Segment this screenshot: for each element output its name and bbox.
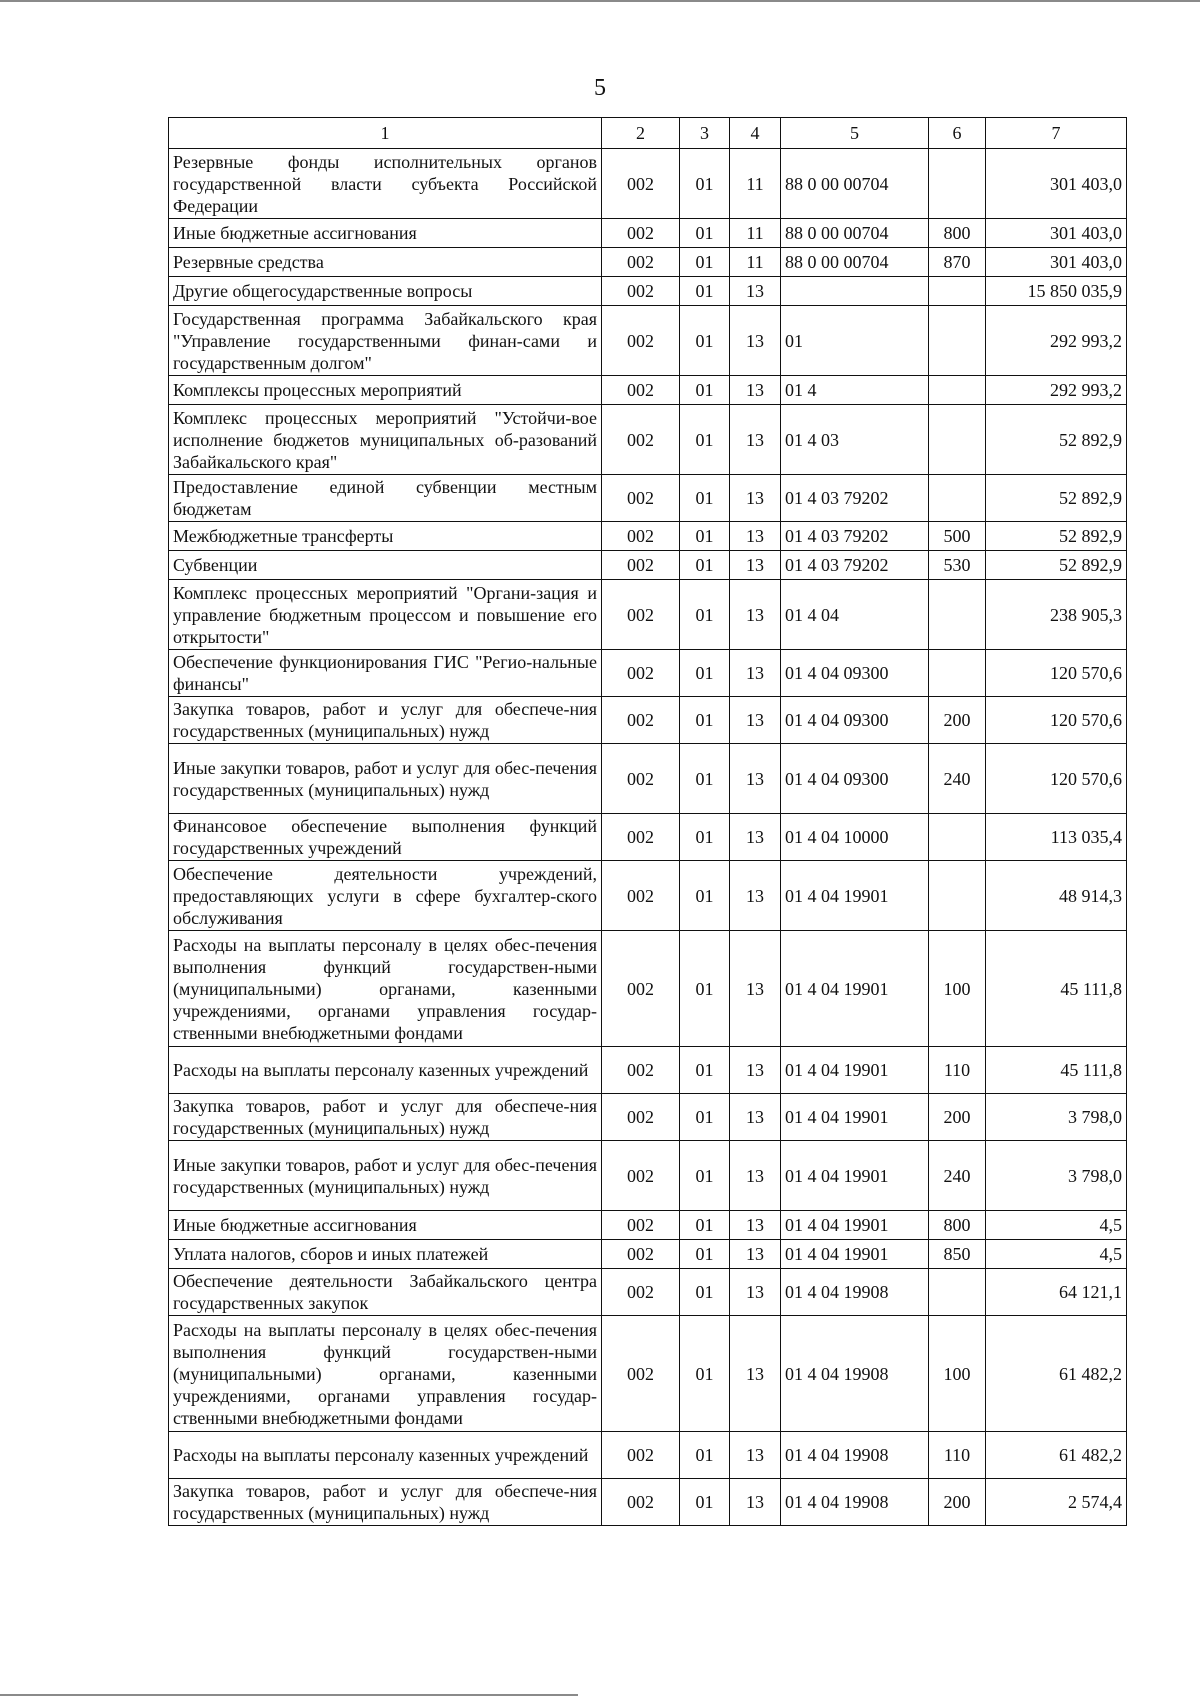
cell-name: Иные бюджетные ассигнования: [169, 219, 602, 248]
cell-amount: 64 121,1: [986, 1269, 1127, 1316]
cell-name: Комплекс процессных мероприятий "Устойчи-вое исполнение бюджетов муниципальных об-разований Забайкальского края": [169, 405, 602, 475]
cell-expense-type-code: 240: [929, 744, 986, 814]
cell-target-item-code: 01 4 04 19901: [781, 861, 929, 931]
cell-target-item-code: 01 4 04 19901: [781, 1047, 929, 1094]
cell-section-code: 01: [680, 744, 730, 814]
cell-subsection-code: 13: [730, 277, 781, 306]
cell-name: Государственная программа Забайкальского края "Управление государственными финан-сами и государственным долгом": [169, 306, 602, 376]
table-header: [169, 118, 1127, 149]
cell-amount: 292 993,2: [986, 306, 1127, 376]
cell-amount: 301 403,0: [986, 248, 1127, 277]
cell-name: Обеспечение деятельности учреждений, предоставляющих услуги в сфере бухгалтер-ского обслуживания: [169, 861, 602, 931]
table-row: [169, 551, 1127, 580]
cell-amount: 45 111,8: [986, 1047, 1127, 1094]
cell-subsection-code: 13: [730, 1432, 781, 1479]
cell-section-code: 01: [680, 376, 730, 405]
cell-expense-type-code: 200: [929, 697, 986, 744]
cell-chapter-code: 002: [602, 814, 680, 861]
table-row: [169, 1316, 1127, 1432]
cell-expense-type-code: 110: [929, 1047, 986, 1094]
cell-chapter-code: 002: [602, 1141, 680, 1211]
cell-chapter-code: 002: [602, 475, 680, 522]
table-row: [169, 931, 1127, 1047]
cell-amount: 113 035,4: [986, 814, 1127, 861]
cell-expense-type-code: 110: [929, 1432, 986, 1479]
cell-name: Предоставление единой субвенции местным бюджетам: [169, 475, 602, 522]
cell-chapter-code: 002: [602, 697, 680, 744]
cell-subsection-code: 11: [730, 248, 781, 277]
cell-expense-type-code: [929, 1269, 986, 1316]
cell-target-item-code: 01: [781, 306, 929, 376]
cell-subsection-code: 13: [730, 744, 781, 814]
cell-chapter-code: 002: [602, 149, 680, 219]
cell-target-item-code: 01 4 04 09300: [781, 744, 929, 814]
cell-section-code: 01: [680, 650, 730, 697]
cell-amount: 3 798,0: [986, 1094, 1127, 1141]
column-header-2: 2: [602, 118, 680, 149]
cell-name: Иные закупки товаров, работ и услуг для обес-печения государственных (муниципальных) нужд: [169, 744, 602, 814]
table-row: [169, 219, 1127, 248]
budget-table: [168, 117, 1127, 1526]
cell-target-item-code: 01 4 03: [781, 405, 929, 475]
cell-subsection-code: 13: [730, 1141, 781, 1211]
cell-section-code: 01: [680, 551, 730, 580]
cell-expense-type-code: 500: [929, 522, 986, 551]
cell-name: Иные бюджетные ассигнования: [169, 1211, 602, 1240]
cell-name: Обеспечение деятельности Забайкальского центра государственных закупок: [169, 1269, 602, 1316]
table-row: [169, 861, 1127, 931]
cell-chapter-code: 002: [602, 522, 680, 551]
cell-name: Расходы на выплаты персоналу в целях обес-печения выполнения функций государствен-ными (муниципальными) органами, казенными учреждениями, органами управления государ-ственными внебюджетными фондами: [169, 931, 602, 1047]
cell-section-code: 01: [680, 1269, 730, 1316]
cell-chapter-code: 002: [602, 1316, 680, 1432]
cell-expense-type-code: 100: [929, 1316, 986, 1432]
cell-chapter-code: 002: [602, 861, 680, 931]
top-scan-rule: [0, 0, 1200, 2]
cell-expense-type-code: [929, 580, 986, 650]
cell-expense-type-code: 850: [929, 1240, 986, 1269]
cell-subsection-code: 13: [730, 580, 781, 650]
cell-amount: 2 574,4: [986, 1479, 1127, 1526]
cell-subsection-code: 13: [730, 522, 781, 551]
table-row: [169, 475, 1127, 522]
cell-subsection-code: 13: [730, 405, 781, 475]
cell-subsection-code: 13: [730, 650, 781, 697]
table-row: [169, 248, 1127, 277]
cell-section-code: 01: [680, 1094, 730, 1141]
cell-section-code: 01: [680, 219, 730, 248]
cell-section-code: 01: [680, 1211, 730, 1240]
cell-target-item-code: 01 4 03 79202: [781, 475, 929, 522]
cell-expense-type-code: 870: [929, 248, 986, 277]
cell-chapter-code: 002: [602, 744, 680, 814]
table-row: [169, 1240, 1127, 1269]
cell-target-item-code: 01 4 04 19908: [781, 1432, 929, 1479]
cell-target-item-code: 01 4 04 09300: [781, 697, 929, 744]
cell-target-item-code: [781, 277, 929, 306]
cell-chapter-code: 002: [602, 1211, 680, 1240]
cell-target-item-code: 01 4 04 19901: [781, 1141, 929, 1211]
cell-chapter-code: 002: [602, 248, 680, 277]
cell-target-item-code: 01 4 04 19901: [781, 1240, 929, 1269]
cell-chapter-code: 002: [602, 1094, 680, 1141]
cell-subsection-code: 13: [730, 931, 781, 1047]
table-body: [169, 149, 1127, 1526]
cell-section-code: 01: [680, 697, 730, 744]
cell-target-item-code: 01 4 03 79202: [781, 522, 929, 551]
cell-chapter-code: 002: [602, 1240, 680, 1269]
cell-expense-type-code: [929, 376, 986, 405]
table-row: [169, 1432, 1127, 1479]
table-row: [169, 376, 1127, 405]
cell-name: Закупка товаров, работ и услуг для обеспече-ния государственных (муниципальных) нужд: [169, 1479, 602, 1526]
table-row: [169, 744, 1127, 814]
cell-section-code: 01: [680, 1479, 730, 1526]
cell-name: Комплекс процессных мероприятий "Органи-зация и управление бюджетным процессом и повышение его открытости": [169, 580, 602, 650]
cell-chapter-code: 002: [602, 277, 680, 306]
page-number: 5: [594, 75, 606, 101]
cell-name: Расходы на выплаты персоналу казенных учреждений: [169, 1432, 602, 1479]
cell-subsection-code: 11: [730, 149, 781, 219]
cell-amount: 52 892,9: [986, 475, 1127, 522]
table-row: [169, 1211, 1127, 1240]
table-row: [169, 306, 1127, 376]
cell-chapter-code: 002: [602, 376, 680, 405]
cell-name: Другие общегосударственные вопросы: [169, 277, 602, 306]
cell-subsection-code: 11: [730, 219, 781, 248]
table-row: [169, 1269, 1127, 1316]
cell-target-item-code: 01 4 04 10000: [781, 814, 929, 861]
cell-chapter-code: 002: [602, 306, 680, 376]
cell-expense-type-code: [929, 149, 986, 219]
cell-chapter-code: 002: [602, 551, 680, 580]
cell-section-code: 01: [680, 1432, 730, 1479]
cell-section-code: 01: [680, 1240, 730, 1269]
cell-name: Расходы на выплаты персоналу в целях обес-печения выполнения функций государствен-ными (муниципальными) органами, казенными учреждениями, органами управления государ-ственными внебюджетными фондами: [169, 1316, 602, 1432]
cell-amount: 238 905,3: [986, 580, 1127, 650]
cell-target-item-code: 88 0 00 00704: [781, 248, 929, 277]
cell-name: Обеспечение функционирования ГИС "Регио-нальные финансы": [169, 650, 602, 697]
cell-target-item-code: 01 4 04 19908: [781, 1479, 929, 1526]
cell-name: Расходы на выплаты персоналу казенных учреждений: [169, 1047, 602, 1094]
cell-chapter-code: 002: [602, 1047, 680, 1094]
cell-expense-type-code: 100: [929, 931, 986, 1047]
cell-amount: 52 892,9: [986, 551, 1127, 580]
cell-expense-type-code: 240: [929, 1141, 986, 1211]
column-header-7: 7: [986, 118, 1127, 149]
table-row: [169, 1094, 1127, 1141]
cell-expense-type-code: [929, 650, 986, 697]
cell-amount: 45 111,8: [986, 931, 1127, 1047]
cell-chapter-code: 002: [602, 1479, 680, 1526]
column-header-3: 3: [680, 118, 730, 149]
cell-target-item-code: 01 4 04 19901: [781, 1211, 929, 1240]
table-row: [169, 580, 1127, 650]
table-row: [169, 650, 1127, 697]
header-row: [169, 118, 1127, 149]
cell-name: Иные закупки товаров, работ и услуг для обес-печения государственных (муниципальных) нужд: [169, 1141, 602, 1211]
cell-amount: 292 993,2: [986, 376, 1127, 405]
cell-subsection-code: 13: [730, 1269, 781, 1316]
cell-section-code: 01: [680, 861, 730, 931]
cell-target-item-code: 01 4: [781, 376, 929, 405]
cell-expense-type-code: [929, 861, 986, 931]
cell-expense-type-code: [929, 277, 986, 306]
cell-target-item-code: 01 4 04 19908: [781, 1269, 929, 1316]
cell-section-code: 01: [680, 1047, 730, 1094]
cell-subsection-code: 13: [730, 1479, 781, 1526]
cell-section-code: 01: [680, 149, 730, 219]
cell-name: Уплата налогов, сборов и иных платежей: [169, 1240, 602, 1269]
cell-expense-type-code: 530: [929, 551, 986, 580]
cell-amount: 4,5: [986, 1240, 1127, 1269]
cell-amount: 61 482,2: [986, 1432, 1127, 1479]
cell-name: Комплексы процессных мероприятий: [169, 376, 602, 405]
cell-subsection-code: 13: [730, 376, 781, 405]
cell-section-code: 01: [680, 931, 730, 1047]
cell-expense-type-code: 800: [929, 219, 986, 248]
cell-target-item-code: 01 4 04: [781, 580, 929, 650]
table-row: [169, 1479, 1127, 1526]
table-row: [169, 697, 1127, 744]
cell-section-code: 01: [680, 1141, 730, 1211]
cell-amount: 15 850 035,9: [986, 277, 1127, 306]
cell-name: Финансовое обеспечение выполнения функций государственных учреждений: [169, 814, 602, 861]
cell-section-code: 01: [680, 277, 730, 306]
cell-target-item-code: 01 4 03 79202: [781, 551, 929, 580]
cell-section-code: 01: [680, 580, 730, 650]
cell-subsection-code: 13: [730, 1211, 781, 1240]
cell-amount: 4,5: [986, 1211, 1127, 1240]
cell-section-code: 01: [680, 405, 730, 475]
column-header-5: 5: [781, 118, 929, 149]
cell-name: Межбюджетные трансферты: [169, 522, 602, 551]
cell-chapter-code: 002: [602, 1269, 680, 1316]
cell-section-code: 01: [680, 1316, 730, 1432]
table-row: [169, 814, 1127, 861]
cell-name: Резервные фонды исполнительных органов государственной власти субъекта Российской Федерации: [169, 149, 602, 219]
cell-subsection-code: 13: [730, 814, 781, 861]
cell-expense-type-code: 800: [929, 1211, 986, 1240]
column-header-6: 6: [929, 118, 986, 149]
cell-expense-type-code: [929, 814, 986, 861]
cell-amount: 301 403,0: [986, 219, 1127, 248]
cell-expense-type-code: [929, 306, 986, 376]
cell-expense-type-code: [929, 475, 986, 522]
cell-name: Закупка товаров, работ и услуг для обеспече-ния государственных (муниципальных) нужд: [169, 697, 602, 744]
cell-subsection-code: 13: [730, 1047, 781, 1094]
cell-chapter-code: 002: [602, 931, 680, 1047]
cell-section-code: 01: [680, 306, 730, 376]
cell-section-code: 01: [680, 248, 730, 277]
cell-amount: 120 570,6: [986, 697, 1127, 744]
cell-section-code: 01: [680, 475, 730, 522]
cell-chapter-code: 002: [602, 580, 680, 650]
cell-target-item-code: 01 4 04 19901: [781, 1094, 929, 1141]
cell-amount: 120 570,6: [986, 650, 1127, 697]
column-header-4: 4: [730, 118, 781, 149]
cell-chapter-code: 002: [602, 650, 680, 697]
cell-target-item-code: 01 4 04 09300: [781, 650, 929, 697]
cell-target-item-code: 01 4 04 19901: [781, 931, 929, 1047]
cell-target-item-code: 88 0 00 00704: [781, 149, 929, 219]
cell-subsection-code: 13: [730, 475, 781, 522]
cell-amount: 120 570,6: [986, 744, 1127, 814]
cell-amount: 61 482,2: [986, 1316, 1127, 1432]
cell-target-item-code: 88 0 00 00704: [781, 219, 929, 248]
table-row: [169, 1141, 1127, 1211]
cell-section-code: 01: [680, 522, 730, 551]
cell-subsection-code: 13: [730, 551, 781, 580]
cell-amount: 3 798,0: [986, 1141, 1127, 1211]
cell-expense-type-code: 200: [929, 1094, 986, 1141]
cell-name: Резервные средства: [169, 248, 602, 277]
cell-chapter-code: 002: [602, 405, 680, 475]
table-row: [169, 405, 1127, 475]
cell-subsection-code: 13: [730, 306, 781, 376]
cell-section-code: 01: [680, 814, 730, 861]
cell-expense-type-code: 200: [929, 1479, 986, 1526]
cell-subsection-code: 13: [730, 1316, 781, 1432]
cell-amount: 301 403,0: [986, 149, 1127, 219]
cell-expense-type-code: [929, 405, 986, 475]
table-row: [169, 149, 1127, 219]
cell-chapter-code: 002: [602, 219, 680, 248]
cell-amount: 52 892,9: [986, 405, 1127, 475]
cell-subsection-code: 13: [730, 1094, 781, 1141]
cell-subsection-code: 13: [730, 861, 781, 931]
cell-name: Закупка товаров, работ и услуг для обеспече-ния государственных (муниципальных) нужд: [169, 1094, 602, 1141]
cell-chapter-code: 002: [602, 1432, 680, 1479]
cell-name: Субвенции: [169, 551, 602, 580]
cell-amount: 48 914,3: [986, 861, 1127, 931]
cell-subsection-code: 13: [730, 1240, 781, 1269]
table-row: [169, 1047, 1127, 1094]
cell-target-item-code: 01 4 04 19908: [781, 1316, 929, 1432]
column-header-1: 1: [169, 118, 602, 149]
table-row: [169, 522, 1127, 551]
cell-amount: 52 892,9: [986, 522, 1127, 551]
table-row: [169, 277, 1127, 306]
cell-subsection-code: 13: [730, 697, 781, 744]
